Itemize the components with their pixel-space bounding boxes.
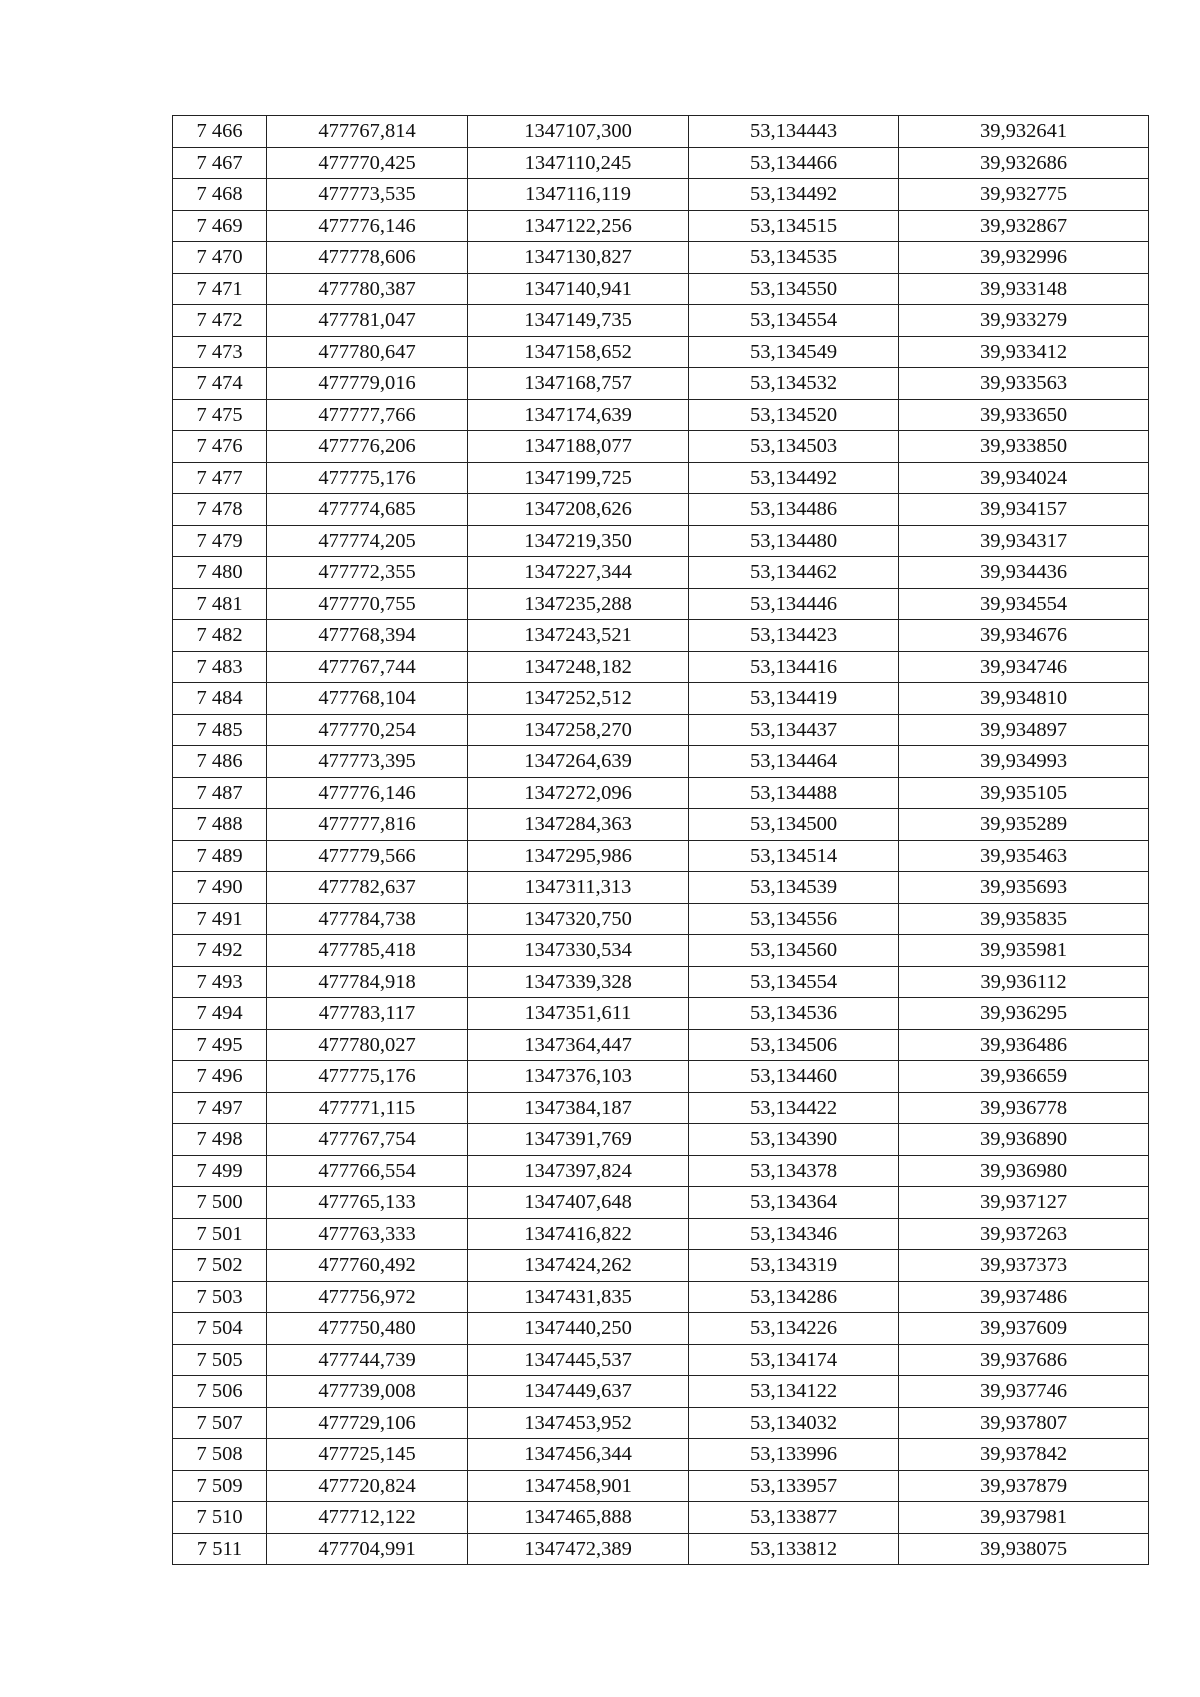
- longitude-cell: 39,937746: [899, 1376, 1149, 1408]
- x-coordinate-cell: 477770,755: [267, 588, 468, 620]
- point-number-cell: 7 509: [173, 1470, 267, 1502]
- latitude-cell: 53,134554: [689, 305, 899, 337]
- x-coordinate-cell: 477777,766: [267, 399, 468, 431]
- y-coordinate-cell: 1347130,827: [468, 242, 689, 274]
- longitude-cell: 39,937842: [899, 1439, 1149, 1471]
- x-coordinate-cell: 477784,918: [267, 966, 468, 998]
- point-number-cell: 7 481: [173, 588, 267, 620]
- table-row: [173, 903, 1149, 935]
- longitude-cell: 39,934897: [899, 714, 1149, 746]
- point-number-cell: 7 491: [173, 903, 267, 935]
- y-coordinate-cell: 1347258,270: [468, 714, 689, 746]
- longitude-cell: 39,934317: [899, 525, 1149, 557]
- longitude-cell: 39,933412: [899, 336, 1149, 368]
- longitude-cell: 39,934676: [899, 620, 1149, 652]
- y-coordinate-cell: 1347456,344: [468, 1439, 689, 1471]
- y-coordinate-cell: 1347330,534: [468, 935, 689, 967]
- table-row: [173, 1155, 1149, 1187]
- x-coordinate-cell: 477767,744: [267, 651, 468, 683]
- y-coordinate-cell: 1347397,824: [468, 1155, 689, 1187]
- latitude-cell: 53,134122: [689, 1376, 899, 1408]
- x-coordinate-cell: 477773,395: [267, 746, 468, 778]
- longitude-cell: 39,933148: [899, 273, 1149, 305]
- table-row: [173, 1439, 1149, 1471]
- y-coordinate-cell: 1347116,119: [468, 179, 689, 211]
- latitude-cell: 53,134486: [689, 494, 899, 526]
- y-coordinate-cell: 1347227,344: [468, 557, 689, 589]
- x-coordinate-cell: 477780,027: [267, 1029, 468, 1061]
- x-coordinate-cell: 477772,355: [267, 557, 468, 589]
- longitude-cell: 39,934024: [899, 462, 1149, 494]
- point-number-cell: 7 508: [173, 1439, 267, 1471]
- latitude-cell: 53,133996: [689, 1439, 899, 1471]
- longitude-cell: 39,935835: [899, 903, 1149, 935]
- longitude-cell: 39,936112: [899, 966, 1149, 998]
- x-coordinate-cell: 477725,145: [267, 1439, 468, 1471]
- table-row: [173, 998, 1149, 1030]
- x-coordinate-cell: 477779,566: [267, 840, 468, 872]
- y-coordinate-cell: 1347252,512: [468, 683, 689, 715]
- latitude-cell: 53,134535: [689, 242, 899, 274]
- table-row: [173, 683, 1149, 715]
- y-coordinate-cell: 1347407,648: [468, 1187, 689, 1219]
- y-coordinate-cell: 1347445,537: [468, 1344, 689, 1376]
- point-number-cell: 7 482: [173, 620, 267, 652]
- y-coordinate-cell: 1347391,769: [468, 1124, 689, 1156]
- longitude-cell: 39,934157: [899, 494, 1149, 526]
- point-number-cell: 7 476: [173, 431, 267, 463]
- point-number-cell: 7 507: [173, 1407, 267, 1439]
- point-number-cell: 7 475: [173, 399, 267, 431]
- table-row: [173, 399, 1149, 431]
- y-coordinate-cell: 1347364,447: [468, 1029, 689, 1061]
- longitude-cell: 39,935289: [899, 809, 1149, 841]
- point-number-cell: 7 485: [173, 714, 267, 746]
- longitude-cell: 39,932686: [899, 147, 1149, 179]
- point-number-cell: 7 490: [173, 872, 267, 904]
- x-coordinate-cell: 477768,104: [267, 683, 468, 715]
- point-number-cell: 7 493: [173, 966, 267, 998]
- y-coordinate-cell: 1347440,250: [468, 1313, 689, 1345]
- table-row: [173, 431, 1149, 463]
- table-row: [173, 1281, 1149, 1313]
- latitude-cell: 53,134390: [689, 1124, 899, 1156]
- y-coordinate-cell: 1347243,521: [468, 620, 689, 652]
- point-number-cell: 7 502: [173, 1250, 267, 1282]
- y-coordinate-cell: 1347458,901: [468, 1470, 689, 1502]
- longitude-cell: 39,932867: [899, 210, 1149, 242]
- longitude-cell: 39,933850: [899, 431, 1149, 463]
- y-coordinate-cell: 1347158,652: [468, 336, 689, 368]
- x-coordinate-cell: 477774,685: [267, 494, 468, 526]
- y-coordinate-cell: 1347384,187: [468, 1092, 689, 1124]
- point-number-cell: 7 498: [173, 1124, 267, 1156]
- y-coordinate-cell: 1347424,262: [468, 1250, 689, 1282]
- y-coordinate-cell: 1347284,363: [468, 809, 689, 841]
- table-row: [173, 1124, 1149, 1156]
- point-number-cell: 7 501: [173, 1218, 267, 1250]
- latitude-cell: 53,134536: [689, 998, 899, 1030]
- point-number-cell: 7 489: [173, 840, 267, 872]
- longitude-cell: 39,937686: [899, 1344, 1149, 1376]
- point-number-cell: 7 479: [173, 525, 267, 557]
- table-row: [173, 809, 1149, 841]
- point-number-cell: 7 466: [173, 116, 267, 148]
- table-row: [173, 935, 1149, 967]
- y-coordinate-cell: 1347465,888: [468, 1502, 689, 1534]
- longitude-cell: 39,933563: [899, 368, 1149, 400]
- y-coordinate-cell: 1347199,725: [468, 462, 689, 494]
- point-number-cell: 7 505: [173, 1344, 267, 1376]
- table-row: [173, 116, 1149, 148]
- latitude-cell: 53,133812: [689, 1533, 899, 1565]
- x-coordinate-cell: 477784,738: [267, 903, 468, 935]
- point-number-cell: 7 496: [173, 1061, 267, 1093]
- x-coordinate-cell: 477780,387: [267, 273, 468, 305]
- table-row: [173, 714, 1149, 746]
- y-coordinate-cell: 1347107,300: [468, 116, 689, 148]
- point-number-cell: 7 473: [173, 336, 267, 368]
- table-row: [173, 147, 1149, 179]
- table-row: [173, 273, 1149, 305]
- y-coordinate-cell: 1347351,611: [468, 998, 689, 1030]
- longitude-cell: 39,934993: [899, 746, 1149, 778]
- point-number-cell: 7 494: [173, 998, 267, 1030]
- table-row: [173, 966, 1149, 998]
- x-coordinate-cell: 477760,492: [267, 1250, 468, 1282]
- latitude-cell: 53,134419: [689, 683, 899, 715]
- table-row: [173, 368, 1149, 400]
- x-coordinate-cell: 477778,606: [267, 242, 468, 274]
- latitude-cell: 53,134503: [689, 431, 899, 463]
- x-coordinate-cell: 477783,117: [267, 998, 468, 1030]
- table-row: [173, 525, 1149, 557]
- point-number-cell: 7 503: [173, 1281, 267, 1313]
- y-coordinate-cell: 1347168,757: [468, 368, 689, 400]
- x-coordinate-cell: 477767,814: [267, 116, 468, 148]
- point-number-cell: 7 470: [173, 242, 267, 274]
- y-coordinate-cell: 1347472,389: [468, 1533, 689, 1565]
- longitude-cell: 39,932641: [899, 116, 1149, 148]
- y-coordinate-cell: 1347295,986: [468, 840, 689, 872]
- point-number-cell: 7 506: [173, 1376, 267, 1408]
- coordinates-table: [172, 115, 1149, 1565]
- longitude-cell: 39,937879: [899, 1470, 1149, 1502]
- latitude-cell: 53,134174: [689, 1344, 899, 1376]
- x-coordinate-cell: 477768,394: [267, 620, 468, 652]
- longitude-cell: 39,938075: [899, 1533, 1149, 1565]
- latitude-cell: 53,134520: [689, 399, 899, 431]
- point-number-cell: 7 472: [173, 305, 267, 337]
- point-number-cell: 7 483: [173, 651, 267, 683]
- y-coordinate-cell: 1347235,288: [468, 588, 689, 620]
- y-coordinate-cell: 1347140,941: [468, 273, 689, 305]
- latitude-cell: 53,134422: [689, 1092, 899, 1124]
- y-coordinate-cell: 1347416,822: [468, 1218, 689, 1250]
- point-number-cell: 7 477: [173, 462, 267, 494]
- x-coordinate-cell: 477780,647: [267, 336, 468, 368]
- y-coordinate-cell: 1347320,750: [468, 903, 689, 935]
- y-coordinate-cell: 1347110,245: [468, 147, 689, 179]
- longitude-cell: 39,936778: [899, 1092, 1149, 1124]
- latitude-cell: 53,134462: [689, 557, 899, 589]
- latitude-cell: 53,134556: [689, 903, 899, 935]
- longitude-cell: 39,937263: [899, 1218, 1149, 1250]
- point-number-cell: 7 492: [173, 935, 267, 967]
- latitude-cell: 53,133957: [689, 1470, 899, 1502]
- latitude-cell: 53,134560: [689, 935, 899, 967]
- latitude-cell: 53,134364: [689, 1187, 899, 1219]
- latitude-cell: 53,134286: [689, 1281, 899, 1313]
- point-number-cell: 7 497: [173, 1092, 267, 1124]
- x-coordinate-cell: 477704,991: [267, 1533, 468, 1565]
- table-row: [173, 651, 1149, 683]
- longitude-cell: 39,937981: [899, 1502, 1149, 1534]
- latitude-cell: 53,134492: [689, 179, 899, 211]
- table-row: [173, 179, 1149, 211]
- coordinates-table-body: [173, 116, 1149, 1565]
- latitude-cell: 53,134346: [689, 1218, 899, 1250]
- x-coordinate-cell: 477766,554: [267, 1155, 468, 1187]
- table-row: [173, 1376, 1149, 1408]
- x-coordinate-cell: 477773,535: [267, 179, 468, 211]
- x-coordinate-cell: 477777,816: [267, 809, 468, 841]
- y-coordinate-cell: 1347453,952: [468, 1407, 689, 1439]
- x-coordinate-cell: 477765,133: [267, 1187, 468, 1219]
- longitude-cell: 39,935693: [899, 872, 1149, 904]
- longitude-cell: 39,934746: [899, 651, 1149, 683]
- table-row: [173, 1061, 1149, 1093]
- latitude-cell: 53,134032: [689, 1407, 899, 1439]
- x-coordinate-cell: 477776,146: [267, 777, 468, 809]
- x-coordinate-cell: 477729,106: [267, 1407, 468, 1439]
- latitude-cell: 53,134423: [689, 620, 899, 652]
- point-number-cell: 7 500: [173, 1187, 267, 1219]
- table-row: [173, 588, 1149, 620]
- table-row: [173, 620, 1149, 652]
- longitude-cell: 39,936890: [899, 1124, 1149, 1156]
- longitude-cell: 39,937807: [899, 1407, 1149, 1439]
- point-number-cell: 7 487: [173, 777, 267, 809]
- table-row: [173, 1470, 1149, 1502]
- table-row: [173, 1092, 1149, 1124]
- latitude-cell: 53,134437: [689, 714, 899, 746]
- latitude-cell: 53,134532: [689, 368, 899, 400]
- table-row: [173, 777, 1149, 809]
- y-coordinate-cell: 1347431,835: [468, 1281, 689, 1313]
- point-number-cell: 7 495: [173, 1029, 267, 1061]
- longitude-cell: 39,935105: [899, 777, 1149, 809]
- table-row: [173, 242, 1149, 274]
- x-coordinate-cell: 477763,333: [267, 1218, 468, 1250]
- y-coordinate-cell: 1347188,077: [468, 431, 689, 463]
- point-number-cell: 7 486: [173, 746, 267, 778]
- x-coordinate-cell: 477781,047: [267, 305, 468, 337]
- x-coordinate-cell: 477771,115: [267, 1092, 468, 1124]
- latitude-cell: 53,134319: [689, 1250, 899, 1282]
- y-coordinate-cell: 1347311,313: [468, 872, 689, 904]
- table-row: [173, 1250, 1149, 1282]
- table-row: [173, 746, 1149, 778]
- point-number-cell: 7 468: [173, 179, 267, 211]
- y-coordinate-cell: 1347264,639: [468, 746, 689, 778]
- table-row: [173, 462, 1149, 494]
- x-coordinate-cell: 477750,480: [267, 1313, 468, 1345]
- latitude-cell: 53,134554: [689, 966, 899, 998]
- x-coordinate-cell: 477779,016: [267, 368, 468, 400]
- x-coordinate-cell: 477776,146: [267, 210, 468, 242]
- latitude-cell: 53,134539: [689, 872, 899, 904]
- longitude-cell: 39,936295: [899, 998, 1149, 1030]
- longitude-cell: 39,937127: [899, 1187, 1149, 1219]
- table-row: [173, 1029, 1149, 1061]
- longitude-cell: 39,933279: [899, 305, 1149, 337]
- point-number-cell: 7 469: [173, 210, 267, 242]
- point-number-cell: 7 484: [173, 683, 267, 715]
- longitude-cell: 39,934810: [899, 683, 1149, 715]
- table-row: [173, 872, 1149, 904]
- x-coordinate-cell: 477776,206: [267, 431, 468, 463]
- y-coordinate-cell: 1347174,639: [468, 399, 689, 431]
- point-number-cell: 7 480: [173, 557, 267, 589]
- latitude-cell: 53,134378: [689, 1155, 899, 1187]
- table-row: [173, 1187, 1149, 1219]
- table-row: [173, 1407, 1149, 1439]
- latitude-cell: 53,134480: [689, 525, 899, 557]
- longitude-cell: 39,933650: [899, 399, 1149, 431]
- y-coordinate-cell: 1347149,735: [468, 305, 689, 337]
- latitude-cell: 53,134226: [689, 1313, 899, 1345]
- y-coordinate-cell: 1347376,103: [468, 1061, 689, 1093]
- y-coordinate-cell: 1347219,350: [468, 525, 689, 557]
- table-row: [173, 1313, 1149, 1345]
- x-coordinate-cell: 477720,824: [267, 1470, 468, 1502]
- table-row: [173, 1533, 1149, 1565]
- longitude-cell: 39,936659: [899, 1061, 1149, 1093]
- x-coordinate-cell: 477785,418: [267, 935, 468, 967]
- y-coordinate-cell: 1347248,182: [468, 651, 689, 683]
- point-number-cell: 7 499: [173, 1155, 267, 1187]
- x-coordinate-cell: 477775,176: [267, 462, 468, 494]
- table-row: [173, 336, 1149, 368]
- table-row: [173, 305, 1149, 337]
- longitude-cell: 39,937609: [899, 1313, 1149, 1345]
- x-coordinate-cell: 477770,254: [267, 714, 468, 746]
- table-row: [173, 1502, 1149, 1534]
- x-coordinate-cell: 477775,176: [267, 1061, 468, 1093]
- table-row: [173, 1344, 1149, 1376]
- x-coordinate-cell: 477774,205: [267, 525, 468, 557]
- point-number-cell: 7 504: [173, 1313, 267, 1345]
- longitude-cell: 39,934554: [899, 588, 1149, 620]
- latitude-cell: 53,134443: [689, 116, 899, 148]
- table-row: [173, 210, 1149, 242]
- latitude-cell: 53,134488: [689, 777, 899, 809]
- latitude-cell: 53,134492: [689, 462, 899, 494]
- latitude-cell: 53,134549: [689, 336, 899, 368]
- point-number-cell: 7 488: [173, 809, 267, 841]
- latitude-cell: 53,134446: [689, 588, 899, 620]
- table-row: [173, 1218, 1149, 1250]
- latitude-cell: 53,134500: [689, 809, 899, 841]
- latitude-cell: 53,134464: [689, 746, 899, 778]
- latitude-cell: 53,134460: [689, 1061, 899, 1093]
- y-coordinate-cell: 1347122,256: [468, 210, 689, 242]
- y-coordinate-cell: 1347339,328: [468, 966, 689, 998]
- longitude-cell: 39,937486: [899, 1281, 1149, 1313]
- x-coordinate-cell: 477756,972: [267, 1281, 468, 1313]
- table-row: [173, 494, 1149, 526]
- longitude-cell: 39,932996: [899, 242, 1149, 274]
- point-number-cell: 7 511: [173, 1533, 267, 1565]
- x-coordinate-cell: 477767,754: [267, 1124, 468, 1156]
- latitude-cell: 53,134506: [689, 1029, 899, 1061]
- point-number-cell: 7 510: [173, 1502, 267, 1534]
- latitude-cell: 53,134466: [689, 147, 899, 179]
- longitude-cell: 39,937373: [899, 1250, 1149, 1282]
- y-coordinate-cell: 1347208,626: [468, 494, 689, 526]
- latitude-cell: 53,133877: [689, 1502, 899, 1534]
- latitude-cell: 53,134515: [689, 210, 899, 242]
- table-row: [173, 840, 1149, 872]
- point-number-cell: 7 474: [173, 368, 267, 400]
- longitude-cell: 39,936980: [899, 1155, 1149, 1187]
- longitude-cell: 39,936486: [899, 1029, 1149, 1061]
- x-coordinate-cell: 477739,008: [267, 1376, 468, 1408]
- x-coordinate-cell: 477782,637: [267, 872, 468, 904]
- longitude-cell: 39,934436: [899, 557, 1149, 589]
- y-coordinate-cell: 1347449,637: [468, 1376, 689, 1408]
- x-coordinate-cell: 477770,425: [267, 147, 468, 179]
- longitude-cell: 39,935981: [899, 935, 1149, 967]
- table-row: [173, 557, 1149, 589]
- latitude-cell: 53,134514: [689, 840, 899, 872]
- point-number-cell: 7 478: [173, 494, 267, 526]
- point-number-cell: 7 471: [173, 273, 267, 305]
- x-coordinate-cell: 477744,739: [267, 1344, 468, 1376]
- longitude-cell: 39,935463: [899, 840, 1149, 872]
- x-coordinate-cell: 477712,122: [267, 1502, 468, 1534]
- y-coordinate-cell: 1347272,096: [468, 777, 689, 809]
- point-number-cell: 7 467: [173, 147, 267, 179]
- latitude-cell: 53,134550: [689, 273, 899, 305]
- latitude-cell: 53,134416: [689, 651, 899, 683]
- longitude-cell: 39,932775: [899, 179, 1149, 211]
